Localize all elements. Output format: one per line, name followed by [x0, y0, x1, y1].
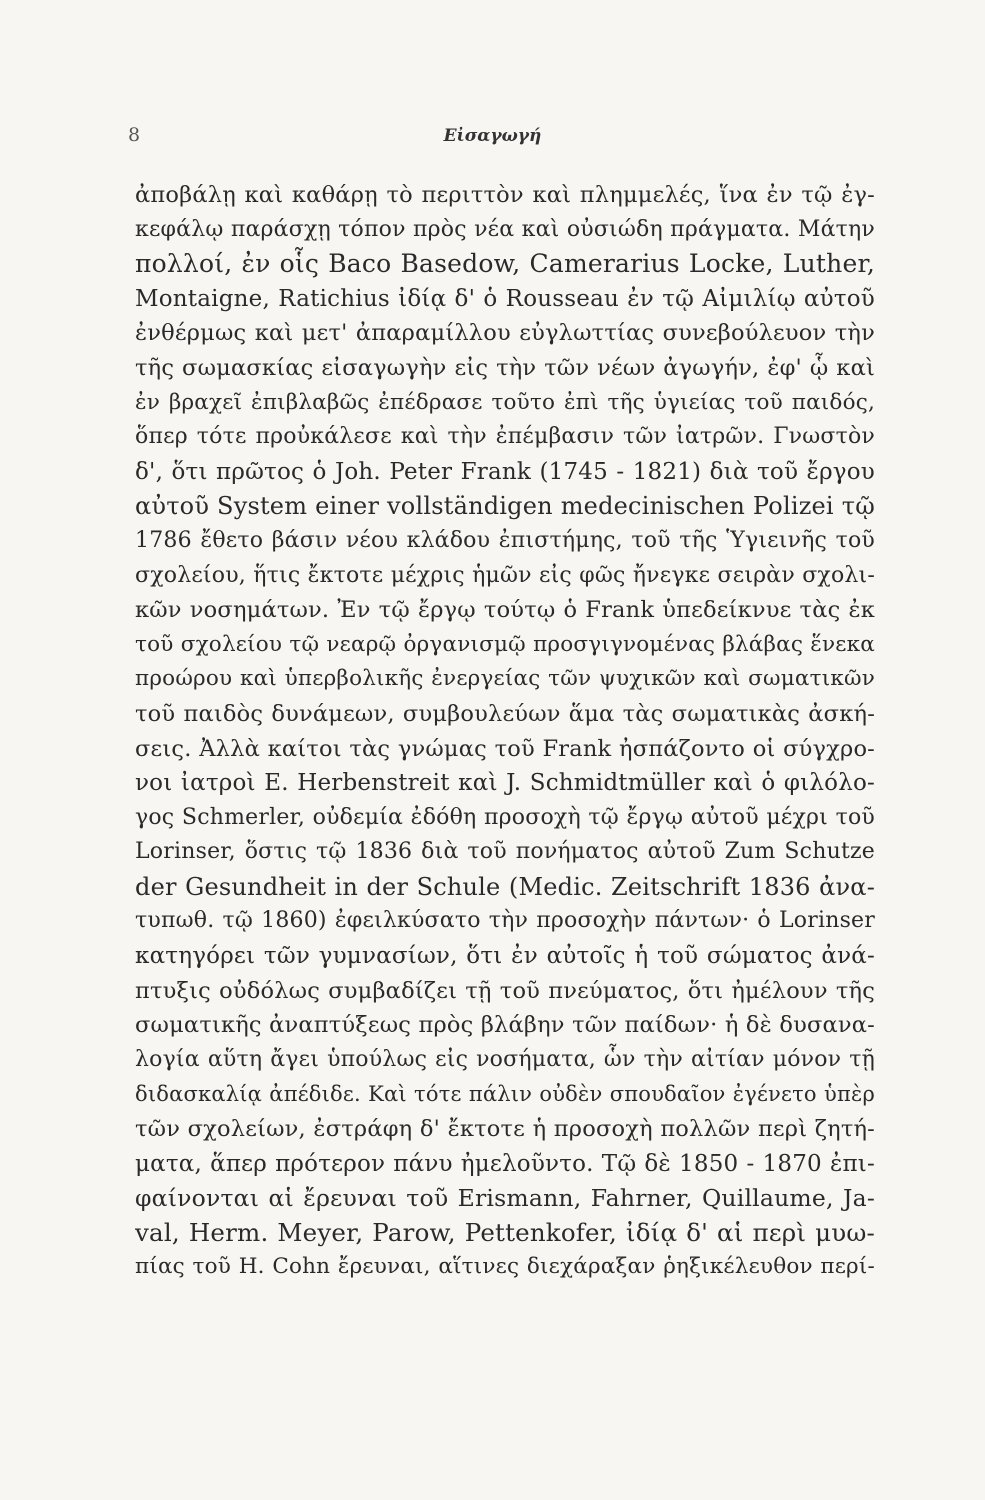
text-line: κῶν νοσημάτων. Ἐν τῷ ἔργῳ τούτῳ ὁ Frank ὑπεδείκνυε τὰς ἐκ: [135, 597, 875, 624]
text-line: πολλοί, ἐν οἷς Baco Basedow, Camerarius Locke, Luther,: [135, 249, 875, 279]
text-line: τῆς σωμασκίας εἰσαγωγὴν εἰς τὴν τῶν νέων ἀγωγήν, ἐφ' ᾧ καὶ: [135, 354, 875, 381]
text-line: der Gesundheit in der Schule (Medic. Zeitschrift 1836 ἀνα-: [135, 872, 875, 901]
text-line: σχολείου, ἥτις ἔκτοτε μέχρις ἡμῶν εἰς φῶς ἤνεγκε σειρὰν σχολι-: [135, 562, 875, 588]
text-line: τῶν σχολείων, ἐστράφη δ' ἔκτοτε ἡ προσοχὴ πολλῶν περὶ ζητή-: [135, 1116, 875, 1143]
text-line: φαίνονται αἱ ἔρευναι τοῦ Erismann, Fahrner, Quillaume, Ja-: [135, 1184, 875, 1213]
text-line: Lorinser, ὅστις τῷ 1836 διὰ τοῦ πονήματος αὐτοῦ Zum Schutze: [135, 839, 875, 865]
text-line: τοῦ παιδὸς δυνάμεων, συμβουλεύων ἅμα τὰς σωματικὰς ἀσκή-: [135, 700, 875, 727]
text-line: κατηγόρει τῶν γυμνασίων, ὅτι ἐν αὐτοῖς ἡ τοῦ σώματος ἀνά-: [135, 943, 875, 970]
text-line: τοῦ σχολείου τῷ νεαρῷ ὀργανισμῷ προσγιγνομένας βλάβας ἕνεκα: [135, 631, 875, 657]
text-line: αὐτοῦ System einer vollständigen medecinischen Polizei τῷ: [135, 492, 875, 521]
text-line: γος Schmerler, οὐδεμία ἐδόθη προσοχὴ τῷ ἔργῳ αὐτοῦ μέχρι τοῦ: [135, 804, 875, 830]
text-line: σωματικῆς ἀναπτύξεως πρὸς βλάβην τῶν παίδων· ἡ δὲ δυσανα-: [135, 1012, 875, 1039]
body-text: [135, 178, 875, 1285]
text-line: σεις. Ἀλλὰ καίτοι τὰς γνώμας τοῦ Frank ἠσπάζοντο οἱ σύγχρο-: [135, 735, 875, 762]
text-line: ὅπερ τότε προὐκάλεσε καὶ τὴν ἐπέμβασιν τῶν ἰατρῶν. Γνωστὸν: [135, 424, 875, 450]
text-line: πτυξις οὐδόλως συμβαδίζει τῇ τοῦ πνεύματος, ὅτι ἠμέλουν τῆς: [135, 977, 875, 1004]
page-number: 8: [128, 124, 141, 146]
text-line: val, Herm. Meyer, Parow, Pettenkofer, ἰδίᾳ δ' αἱ περὶ μυω-: [135, 1217, 875, 1247]
text-line: προώρου καὶ ὑπερβολικῆς ἐνεργείας τῶν ψυχικῶν καὶ σωματικῶν: [135, 666, 875, 692]
text-line: κεφάλῳ παράσχῃ τόπον πρὸς νέα καὶ οὐσιώδη πράγματα. Μάτην: [135, 216, 875, 242]
text-line: δ', ὅτι πρῶτος ὁ Joh. Peter Frank (1745 - 1821) διὰ τοῦ ἔργου: [135, 458, 875, 485]
text-line: ἐν βραχεῖ ἐπιβλαβῶς ἐπέδρασε τοῦτο ἐπὶ τῆς ὑγιείας τοῦ παιδός,: [135, 389, 875, 415]
running-title: Εἰσαγωγή: [443, 126, 542, 146]
text-line: πίας τοῦ H. Cohn ἔρευναι, αἵτινες διεχάραξαν ῥηξικέλευθον περί-: [135, 1254, 875, 1280]
text-line: 1786 ἔθετο βάσιν νέου κλάδου ἐπιστήμης, τοῦ τῆς Ὑγιεινῆς τοῦ: [135, 527, 875, 553]
text-line: λογία αὕτη ἄγει ὑπούλως εἰς νοσήματα, ὧν τὴν αἰτίαν μόνον τῇ: [135, 1046, 875, 1072]
text-line: διδασκαλίᾳ ἀπέδιδε. Καὶ τότε πάλιν οὐδὲν σπουδαῖον ἐγένετο ὑπὲρ: [135, 1082, 875, 1107]
text-line: Montaigne, Ratichius ἰδίᾳ δ' ὁ Rousseau ἐν τῷ Αἰμιλίῳ αὐτοῦ: [135, 285, 875, 312]
text-line: τυπωθ. τῷ 1860) ἐφειλκύσατο τὴν προσοχὴν πάντων· ὁ Lorinser: [135, 908, 875, 934]
text-line: ἀποβάλῃ καὶ καθάρῃ τὸ περιττὸν καὶ πλημμελές, ἵνα ἐν τῷ ἐγ-: [135, 182, 875, 208]
text-line: νοι ἰατροὶ E. Herbenstreit καὶ J. Schmidtmüller καὶ ὁ φιλόλο-: [135, 770, 875, 797]
text-line: ματα, ἅπερ πρότερον πάνυ ἠμελοῦντο. Τῷ δὲ 1850 - 1870 ἐπι-: [135, 1150, 875, 1177]
text-line: ἐνθέρμως καὶ μετ' ἀπαραμίλλου εὐγλωττίας συνεβούλευον τὴν: [135, 320, 875, 347]
